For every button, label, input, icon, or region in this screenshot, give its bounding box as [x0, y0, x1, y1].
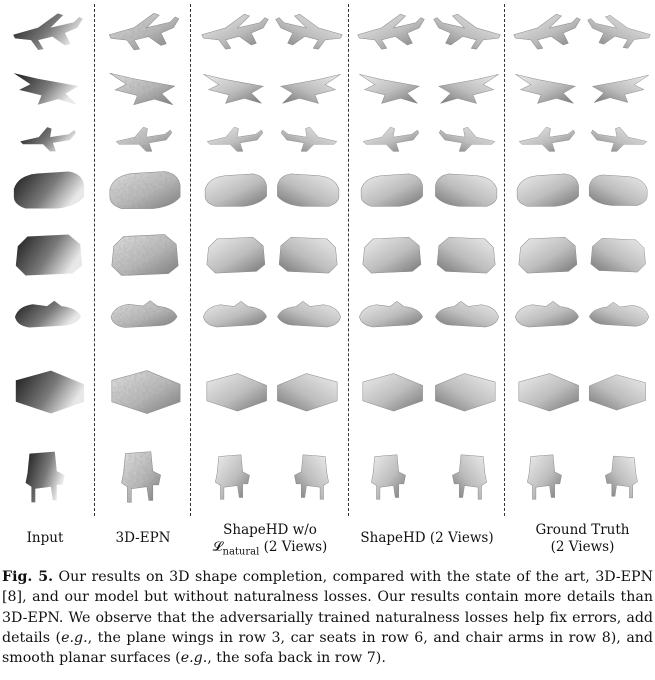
shape-thumbnail-sofa	[8, 356, 88, 432]
shape-thumbnail-convertible	[512, 290, 582, 340]
shape-thumbnail-jet	[356, 62, 426, 114]
column-separator	[348, 4, 349, 516]
shape-thumbnail-convertible	[200, 290, 270, 340]
shape-thumbnail-convertible	[432, 290, 502, 340]
column-labels	[0, 522, 655, 562]
shape-thumbnail-suv	[586, 226, 652, 286]
shape-thumbnail-chair	[356, 440, 426, 514]
shape-thumbnail-plane	[8, 8, 88, 58]
shape-thumbnail-chair	[8, 440, 88, 514]
col-label-3d-epn: 3D-EPN	[115, 530, 171, 546]
shape-thumbnail-plane	[274, 8, 344, 58]
shape-thumbnail-suv	[104, 226, 184, 286]
caption-text: Our results on 3D shape completion, compared with the state of the art, 3D-EPN [8], and our model but without naturalness losses. Our results contain more details than 3D-EPN. We observe that the adversarially trained naturalness losses help fix errors, add details (	[2, 569, 653, 646]
caption-eg: e.g.	[61, 629, 88, 646]
loss-symbol: 𝓛	[212, 539, 223, 555]
caption-text: , the plane wings in row 3, car seats in row 6, and chair arms in row 8), and smooth planar surfaces (	[2, 629, 653, 667]
shape-thumbnail-car	[356, 160, 426, 222]
shape-thumbnail-car	[432, 160, 502, 222]
shape-thumbnail-suv	[200, 226, 270, 286]
shape-thumbnail-chair	[586, 440, 652, 514]
shape-thumbnail-fighter	[586, 120, 652, 160]
shape-thumbnail-jet	[274, 62, 344, 114]
shape-thumbnail-jet	[512, 62, 582, 114]
shape-thumbnail-fighter	[104, 120, 184, 160]
shape-thumbnail-sofa	[586, 356, 652, 432]
caption-eg: e.g.	[180, 650, 208, 667]
shape-thumbnail-car	[274, 160, 344, 222]
shape-thumbnail-car	[104, 160, 184, 222]
shape-thumbnail-car	[8, 160, 88, 222]
col-label-gt-line2: (2 Views)	[550, 539, 615, 555]
figure-caption	[2, 567, 653, 668]
col-label-input: Input	[26, 530, 64, 546]
shape-thumbnail-jet	[432, 62, 502, 114]
shape-thumbnail-fighter	[8, 120, 88, 160]
shape-thumbnail-jet	[586, 62, 652, 114]
col-label-shapehd-wo-line2	[196, 539, 344, 561]
shape-thumbnail-convertible	[8, 290, 88, 340]
shape-thumbnail-plane	[356, 8, 426, 58]
shape-thumbnail-suv	[8, 226, 88, 286]
shape-thumbnail-convertible	[356, 290, 426, 340]
col-label-shapehd-wo	[196, 522, 344, 561]
shape-thumbnail-suv	[356, 226, 426, 286]
shape-thumbnail-plane	[104, 8, 184, 58]
shape-thumbnail-convertible	[586, 290, 652, 340]
shape-thumbnail-fighter	[512, 120, 582, 160]
shape-thumbnail-chair	[274, 440, 344, 514]
shape-thumbnail-sofa	[356, 356, 426, 432]
shape-thumbnail-sofa	[512, 356, 582, 432]
shape-thumbnail-sofa	[104, 356, 184, 432]
caption-fig-label: Fig. 5.	[2, 569, 54, 585]
shape-thumbnail-chair	[512, 440, 582, 514]
shape-thumbnail-fighter	[432, 120, 502, 160]
shape-thumbnail-convertible	[274, 290, 344, 340]
shape-thumbnail-car	[586, 160, 652, 222]
col-label-ground-truth	[510, 522, 655, 556]
col-label-views: (2 Views)	[259, 539, 328, 555]
column-separator	[190, 4, 191, 516]
shape-thumbnail-fighter	[200, 120, 270, 160]
shape-thumbnail-chair	[432, 440, 502, 514]
shape-thumbnail-plane	[200, 8, 270, 58]
shape-thumbnail-convertible	[104, 290, 184, 340]
shape-thumbnail-jet	[104, 62, 184, 114]
shape-thumbnail-sofa	[274, 356, 344, 432]
caption-text: , the sofa back in row 7).	[207, 650, 386, 667]
shape-thumbnail-chair	[104, 440, 184, 514]
column-separator	[504, 4, 505, 516]
col-label-gt-line1: Ground Truth	[535, 522, 630, 538]
shape-thumbnail-suv	[432, 226, 502, 286]
shape-thumbnail-plane	[432, 8, 502, 58]
shape-thumbnail-fighter	[274, 120, 344, 160]
col-label-shapehd-wo-line1: ShapeHD w/o	[223, 522, 317, 538]
shape-thumbnail-suv	[274, 226, 344, 286]
shape-thumbnail-jet	[8, 62, 88, 114]
shape-thumbnail-plane	[586, 8, 652, 58]
shape-thumbnail-car	[200, 160, 270, 222]
shape-thumbnail-plane	[512, 8, 582, 58]
shape-thumbnail-suv	[512, 226, 582, 286]
column-separator	[94, 4, 95, 516]
shape-thumbnail-chair	[200, 440, 270, 514]
shape-thumbnail-jet	[200, 62, 270, 114]
col-label-shapehd: ShapeHD (2 Views)	[360, 530, 494, 546]
shape-thumbnail-fighter	[356, 120, 426, 160]
loss-subscript: natural	[222, 546, 260, 558]
shape-thumbnail-sofa	[432, 356, 502, 432]
shape-thumbnail-car	[512, 160, 582, 222]
shape-thumbnail-sofa	[200, 356, 270, 432]
